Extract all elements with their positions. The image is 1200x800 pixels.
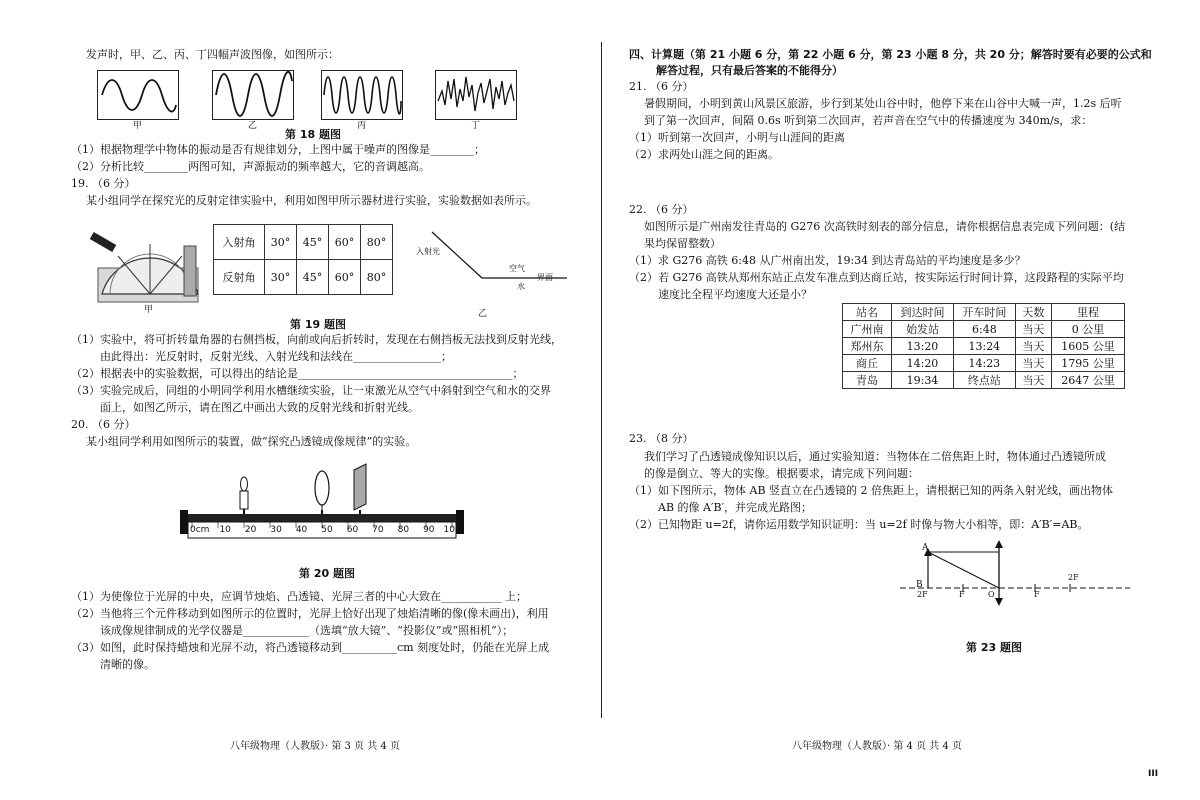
table-cell: 当天 (1015, 355, 1051, 372)
table-row (843, 321, 1125, 338)
water-label: 水 (517, 282, 525, 291)
row-label-reflected: 反射角 (214, 260, 265, 295)
q23-intro: 我们学习了凸透镜成像知识以后，通过实验知道：当物体在二倍焦距上时，物体通过凸透镜所成 (644, 450, 1106, 463)
q18-part2: （2）分析比较________两图可知，声源振动的频率越大，它的音调越高。 (71, 160, 430, 173)
header-cell: 站名 (843, 304, 892, 321)
q19-part3a: （3）实验完成后，同组的小明同学利用水槽继续实验，让一束激光从空气中斜射到空气和水的交界 (71, 384, 551, 397)
q19-part1a: （1）实验中，将可折转量角器的右侧挡板，向前或向后折转时，发现在右侧挡板无法找到反射光线， (71, 333, 562, 346)
lens-diagram (900, 540, 1130, 610)
q23-part2: （2）已知物距 u=2f，请你运用数学知识证明：当 u=2f 时像与物大小相等，即：A′B′=AB。 (629, 518, 1089, 531)
q21-head: 21. （6 分） (629, 80, 694, 93)
air-label: 空气 (509, 264, 525, 273)
q19-head: 19. （6 分） (71, 177, 136, 190)
waveform-jia (97, 70, 179, 120)
table-cell: 1605 公里 (1051, 338, 1124, 355)
ruler-tick-labels (190, 525, 461, 536)
table-row (843, 338, 1125, 355)
table-cell: 6:48 (953, 321, 1015, 338)
table-row (843, 372, 1125, 389)
header-cell: 开车时间 (953, 304, 1015, 321)
air-water-diagram (412, 226, 572, 306)
q19-intro: 某小组同学在探究光的反射定律实验中，利用如图甲所示器材进行实验，实验数据如表所示。 (86, 194, 537, 207)
corner-mark: III (1148, 769, 1159, 779)
label-jia: 甲 (133, 121, 143, 131)
label-F-right: F (1034, 590, 1040, 599)
table-cell: 60° (329, 225, 361, 260)
q22-intro: 如图所示是广州南发往青岛的 G276 次高铁时刻表的部分信息，请你根据信息表完成下列问题：(结 (644, 220, 1126, 233)
q22-part2b: 速度比全程平均速度大还是小？ (658, 288, 812, 301)
label-ding: 丁 (471, 121, 481, 131)
table-cell: 45° (297, 260, 329, 295)
q20-caption: 第 20 题图 (299, 567, 355, 580)
table-cell: 30° (265, 225, 297, 260)
table-cell: 0 公里 (1051, 321, 1124, 338)
tick: 0cm (190, 525, 210, 535)
table-cell: 60° (329, 260, 361, 295)
table-cell: 14:23 (953, 355, 1015, 372)
tick: 10 (219, 525, 231, 535)
q23-head: 23. （8 分） (629, 432, 694, 445)
q20-part3a: （3）如图，此时保持蜡烛和光屏不动，将凸透镜移动到__________cm 刻度处时，仍能在光屏上成 (71, 641, 550, 654)
table-cell: 商丘 (843, 355, 892, 372)
table-cell: 13:20 (892, 338, 954, 355)
q18-caption: 第 18 题图 (285, 128, 341, 141)
tick: 30 (270, 525, 282, 535)
table-cell: 13:24 (953, 338, 1015, 355)
label-A: A (922, 543, 929, 553)
section-4-title: 四、计算题（第 21 小题 6 分，第 22 小题 6 分，第 23 小题 8 分，共 20 分；解答时要有必要的公式和 (629, 48, 1152, 61)
header-cell: 天数 (1015, 304, 1051, 321)
label-F-left: F (959, 590, 965, 599)
table-cell: 19:34 (892, 372, 954, 389)
q20-part3b: 清晰的像。 (100, 658, 155, 671)
left-footer: 八年级物理（人教版）· 第 3 页 共 4 页 (230, 741, 400, 752)
q21-part2: （2）求两处山涯之间的距离。 (629, 148, 779, 161)
label-O: O (988, 590, 995, 599)
q21-intro2: 到了第一次回声，间隔 0.6s 听到第二次回声，若声音在空气中的传播速度为 340m/s，求： (644, 114, 1093, 127)
table-cell: 当天 (1015, 338, 1051, 355)
interface-label: 界面 (537, 273, 553, 282)
tick: 100 (443, 525, 461, 535)
table-cell: 青岛 (843, 372, 892, 389)
table-cell: 当天 (1015, 321, 1051, 338)
waveform-ding (435, 70, 517, 120)
table-cell: 当天 (1015, 372, 1051, 389)
q20-part2b: 该成像规律制成的光学仪器是____________（选填“放大镜”、“投影仪”或“照相机”）； (100, 624, 514, 637)
table-row (214, 225, 393, 260)
table-cell: 1795 公里 (1051, 355, 1124, 372)
table-cell: 郑州东 (843, 338, 892, 355)
section-4-title-cont: 解答过程，只有最后答案的不能得分） (656, 64, 843, 77)
tick: 50 (321, 525, 333, 535)
table-cell: 45° (297, 225, 329, 260)
q21-intro: 暑假期间，小明到黄山风景区旅游，步行到某处山谷中时，他停下来在山谷中大喊一声，1.2s 后听 (644, 97, 1122, 110)
label-B: B (916, 580, 923, 590)
waveform-yi (212, 70, 294, 120)
q22-part1: （1）求 G276 高铁 6:48 从广州南出发，19:34 到达青岛站的平均速度是多少？ (629, 254, 1026, 267)
q22-part2a: （2）若 G276 高铁从郑州东站正点发车准点到达商丘站，按实际运行时间计算，这段路程的实际平均 (629, 271, 1124, 284)
label-2F-right: 2F (1068, 573, 1079, 582)
q20-intro: 某小组同学利用如图所示的装置，做“探究凸透镜成像规律”的实验。 (86, 435, 417, 448)
q19-part1b: 由此得出：光反射时，反射光线、入射光线和法线在________________； (100, 350, 452, 363)
q20-head: 20. （6 分） (71, 418, 136, 431)
tick: 60 (346, 525, 359, 535)
q20-part2a: （2）当他将三个元件移动到如图所示的位置时，光屏上恰好出现了烛焰清晰的像(像未画出)，利用 (71, 607, 549, 620)
q19-part2: （2）根据表中的实验数据，可以得出的结论是_______________________________________； (71, 367, 524, 380)
label-2F-left: 2F (917, 590, 928, 599)
table-cell: 广州南 (843, 321, 892, 338)
page-divider (601, 42, 602, 718)
waveform-bing (321, 70, 403, 120)
table-cell: 80° (361, 260, 393, 295)
table-cell: 14:20 (892, 355, 954, 372)
q22-intro2: 果均保留整数） (644, 237, 721, 250)
fig19-label-yi: 乙 (478, 309, 488, 319)
tick: 70 (372, 525, 384, 535)
table-row (843, 355, 1125, 372)
header-cell: 到达时间 (892, 304, 954, 321)
fig19-label-jia: 甲 (144, 305, 154, 315)
tick: 80 (397, 525, 410, 535)
row-label-incident: 入射角 (214, 225, 265, 260)
train-timetable (842, 303, 1125, 389)
tick: 90 (423, 525, 435, 535)
q21-part1: （1）听到第一次回声，小明与山涯间的距离 (629, 131, 845, 144)
q20-part1: （1）为使像位于光屏的中央，应调节烛焰、凸透镜、光屏三者的中心大致在___________ 上； (71, 590, 527, 603)
table-cell: 终点站 (953, 372, 1015, 389)
label-yi: 乙 (248, 121, 258, 131)
ray-label: 入射光 (416, 247, 440, 256)
q19-part3b: 面上，如图乙所示，请在图乙中画出大致的反射光线和折射光线。 (100, 401, 419, 414)
table-cell: 30° (265, 260, 297, 295)
table-header-row (843, 304, 1125, 321)
q19-caption: 第 19 题图 (290, 318, 346, 331)
q23-intro2: 的像是倒立、等大的实像。根据要求，请完成下列问题： (644, 467, 919, 480)
q22-head: 22. （6 分） (629, 203, 694, 216)
table-cell: 始发站 (892, 321, 954, 338)
q23-part1b: AB 的像 A′B′，并完成光路图； (658, 501, 813, 514)
label-bing: 丙 (357, 121, 367, 131)
right-footer: 八年级物理（人教版）· 第 4 页 共 4 页 (792, 741, 962, 752)
tick: 20 (244, 525, 257, 535)
table-cell: 2647 公里 (1051, 372, 1124, 389)
q18-intro: 发声时，甲、乙、丙、丁四幅声波图像，如图所示： (86, 48, 339, 61)
protractor-apparatus (88, 226, 206, 308)
tick: 40 (295, 525, 308, 535)
table-row (214, 260, 393, 295)
q19-angle-table (213, 224, 393, 295)
q18-part1: （1）根据物理学中物体的振动是否有规律划分，上图中属于噪声的图像是________； (71, 143, 485, 156)
table-cell: 80° (361, 225, 393, 260)
q23-caption: 第 23 题图 (966, 641, 1022, 654)
header-cell: 里程 (1051, 304, 1124, 321)
q23-part1a: （1）如下图所示，物体 AB 竖直立在凸透镜的 2 倍焦距上，请根据已知的两条入射光线，画出物体 (629, 484, 1114, 497)
